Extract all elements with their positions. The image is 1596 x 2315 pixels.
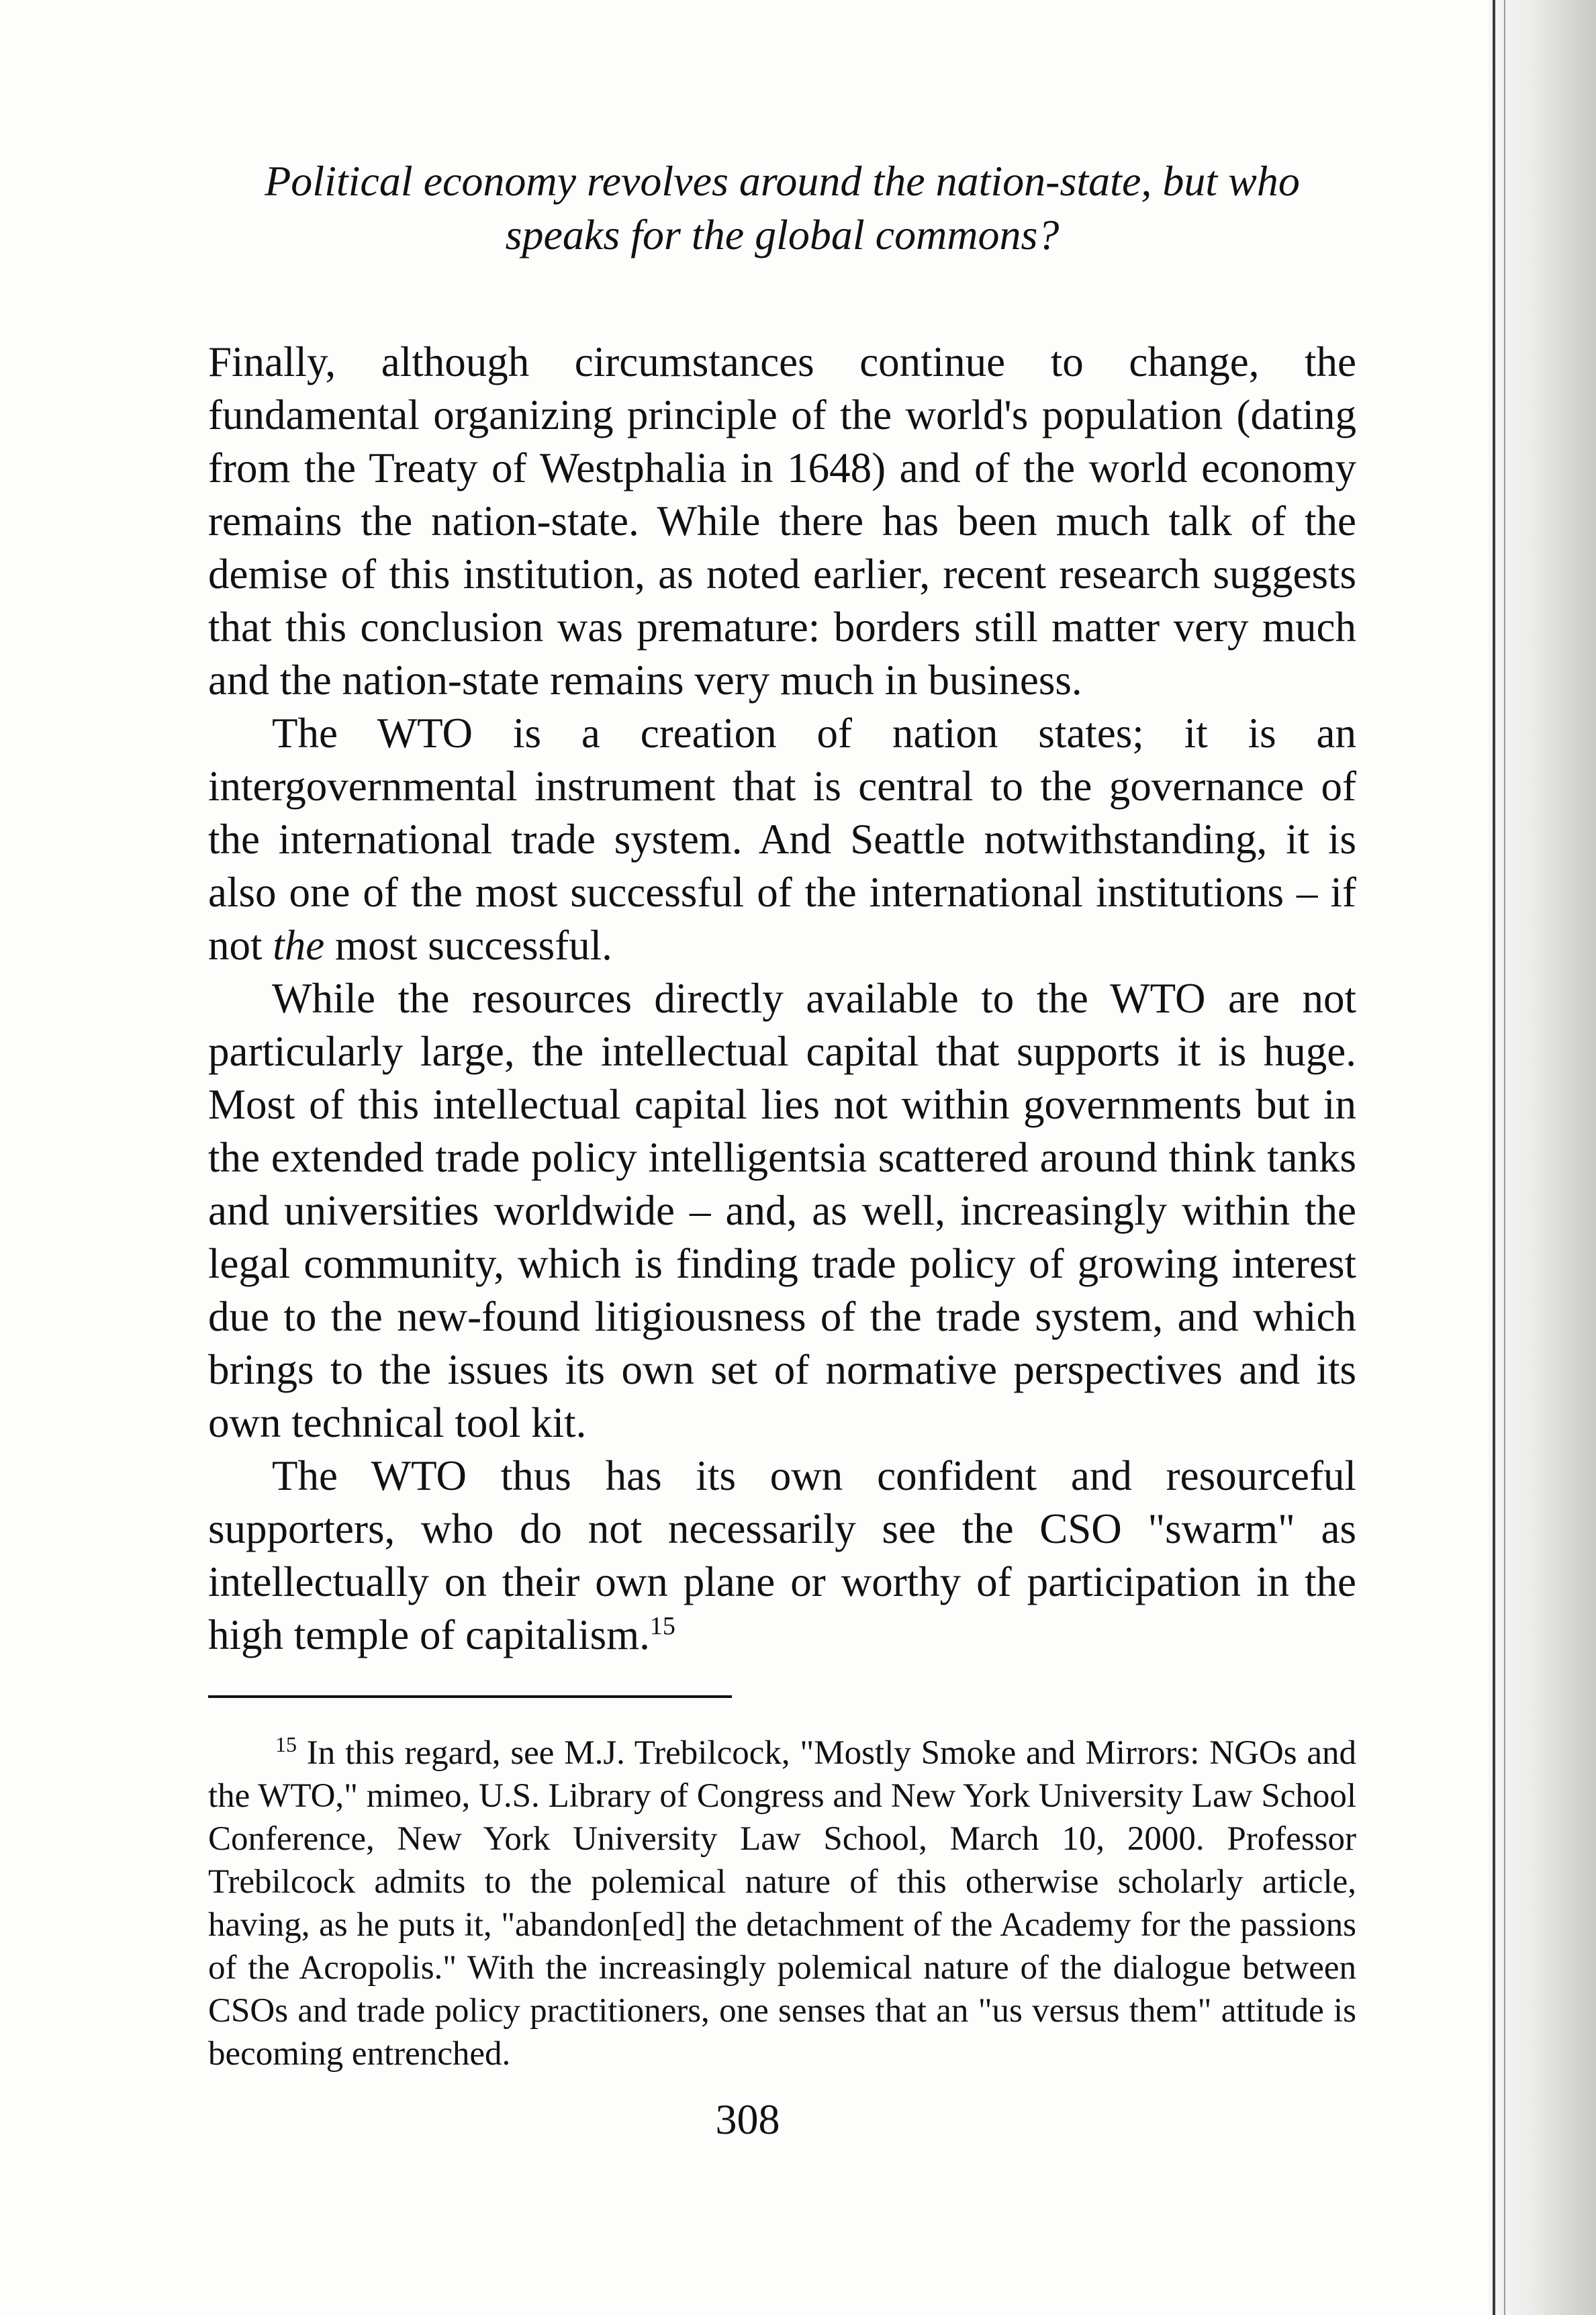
footnote-text: In this regard, see M.J. Trebilcock, "Mostly Smoke and Mirrors: NGOs and the WTO," mimeo, U.S. Library of Congress and New York University Law School Conference, New York University Law School, March 10, 2000. Professor Trebilcock admits to the polemical nature of this otherwise scholarly article, having, as he puts it, "abandon[ed] the detachment of the Academy for the passions of the Acropolis." With the increasingly polemical nature of the dialogue between CSOs and trade policy practitioners, one senses that an "us versus them" attitude is becoming entrenched. (208, 1734, 1356, 2073)
footnote (208, 1732, 1356, 2075)
page-number (0, 2095, 1596, 2144)
epigraph-line-2: speaks for the global commons? (505, 211, 1060, 258)
body-text (208, 336, 1356, 1662)
paragraph-3: While the resources directly available to the WTO are not particularly large, the intellectual capital that supports it is huge. Most of this intellectual capital lies not within governments but in the extended trade policy intelligentsia scattered around think tanks and universities worldwide – and, as well, increasingly within the legal community, which is finding trade policy of growing interest due to the new-found litigiousness of the trade system, and which brings to the issues its own set of normative perspectives and its own technical tool kit. (208, 975, 1356, 1446)
paragraph-4-text: The WTO thus has its own confident and resourceful supporters, who do not necessarily see the CSO "swarm" as intellectually on their own plane or worthy of participation in the high temple of capitalism. (208, 1452, 1356, 1658)
page-number-text: 308 (715, 2095, 780, 2143)
paragraph-4 (208, 1450, 1356, 1662)
page-binding-line (1493, 0, 1495, 2315)
footnote-reference[interactable]: 15 (649, 1612, 675, 1640)
paragraph-2-emphasis: the (273, 922, 325, 969)
paragraph-2 (208, 707, 1356, 972)
footnote-number: 15 (275, 1732, 297, 1756)
page-binding-shadow (1504, 0, 1505, 2315)
epigraph (208, 154, 1356, 262)
epigraph-line-1: Political economy revolves around the nation-state, but who (265, 157, 1300, 205)
footnote-divider (208, 1695, 732, 1698)
paragraph-2-text: The WTO is a creation of nation states; it is an intergovernmental instrument that is central to the governance of the international trade system. And Seattle notwithstanding, it is also one of the most successful of the international institutions – if not (208, 710, 1356, 969)
paragraph-1: Finally, although circumstances continue to change, the fundamental organizing principle of the world's population (dating from the Treaty of Westphalia in 1648) and of the world economy remains the nation-state. While there has been much talk of the demise of this institution, as noted earlier, recent research suggests that this conclusion was premature: borders still matter very much and the nation-state remains very much in business. (208, 338, 1356, 704)
page-content (208, 154, 1356, 2075)
paragraph-2-text-end: most successful. (324, 922, 612, 969)
